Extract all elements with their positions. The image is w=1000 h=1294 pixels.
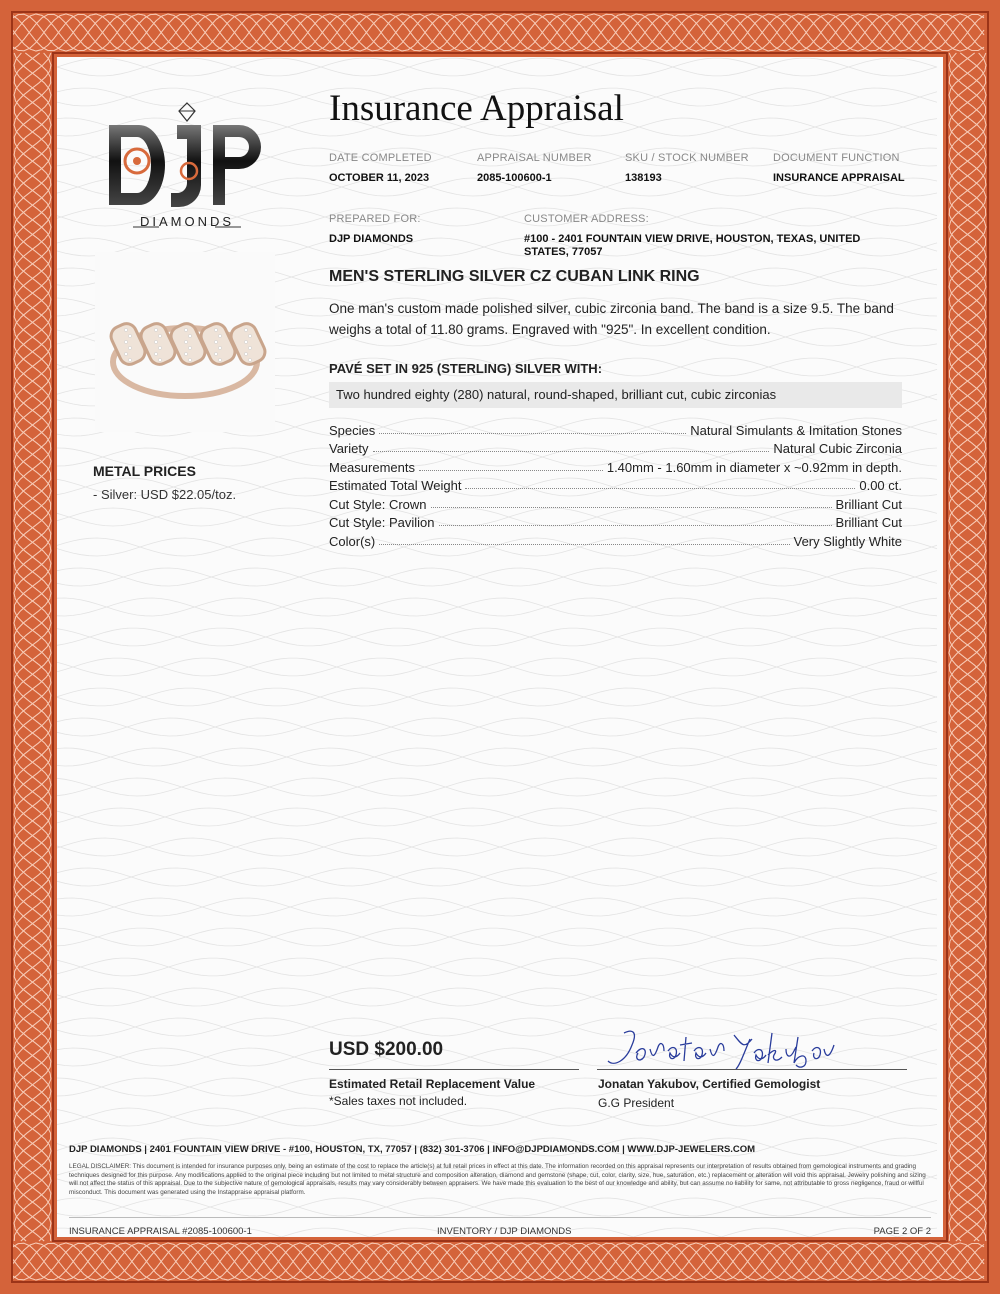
divider bbox=[69, 1217, 931, 1218]
spec-row: Measurements 1.40mm - 1.60mm in diameter x ~0.92mm in depth. bbox=[329, 459, 902, 475]
footer-page-number: PAGE 2 OF 2 bbox=[873, 1226, 931, 1237]
replacement-value: USD $200.00 bbox=[329, 1039, 444, 1060]
spec-row: Cut Style: Crown Brilliant Cut bbox=[329, 496, 902, 512]
handwritten-signature bbox=[602, 1027, 842, 1072]
footer-inventory: INVENTORY / DJP DIAMONDS bbox=[437, 1226, 572, 1237]
legal-disclaimer: LEGAL DISCLAIMER: This document is intended for insurance purposes only, being an estimate of the cost to replace the article(s) at full retail prices in effect at this date. The information recorded on this appraisal represents our interpretation of results obtained from gemological instruments and grading techniques designed for this purpose. Any modifications applied to the original piece including but not limited to metal structure and composition alteration, diamond and gemstone (shape, cut, color, clarity, size, hue, saturation, etc.) replacement or alteration will void this appraisal. Jewelry polishing and sizing will not affect the status of this appraisal. Due to the subjective nature of gemological appraisals, results may vary considerably between appraisers. We have made this evaluation to the best of our knowledge and ability, but can assume no liability for same, not attributable to gross negligence, fraud or willful misconduct. This document was generated using the Instappraise appraisal platform. bbox=[69, 1163, 926, 1197]
item-description: One man's custom made polished silver, cubic zirconia band. The band is a size 9.5. The band weighs a total of 11.80 grams. Engraved with "925". In excellent condition. bbox=[329, 301, 894, 337]
pave-title: PAVÉ SET IN 925 (STERLING) SILVER WITH: bbox=[329, 361, 603, 376]
item-title: MEN'S STERLING SILVER CZ CUBAN LINK RING bbox=[329, 268, 700, 285]
company-logo bbox=[97, 99, 277, 259]
pave-stones: Two hundred eighty (280) natural, round-shaped, brilliant cut, cubic zirconias bbox=[329, 382, 902, 408]
meta-customer-address: CUSTOMER ADDRESS: #100 - 2401 FOUNTAIN VIEW DRIVE, HOUSTON, TEXAS, UNITED STATES, 77057 bbox=[524, 213, 861, 258]
meta-document-function: DOCUMENT FUNCTION INSURANCE APPRAISAL bbox=[773, 152, 905, 184]
spec-row: Species Natural Simulants & Imitation Stones bbox=[329, 422, 902, 438]
footer-company-info: DJP DIAMONDS | 2401 FOUNTAIN VIEW DRIVE - #100, HOUSTON, TX, 77057 | (832) 301-3706 | INFO@DJPDIAMONDS.COM | WWW.DJP-JEWELERS.COM bbox=[69, 1144, 756, 1155]
replacement-value-label: Estimated Retail Replacement Value bbox=[329, 1077, 536, 1091]
document-title: Insurance Appraisal bbox=[329, 88, 624, 129]
divider bbox=[329, 1069, 579, 1070]
meta-sku: SKU / STOCK NUMBER 138193 bbox=[625, 152, 749, 184]
tax-note: *Sales taxes not included. bbox=[329, 1094, 468, 1108]
spec-row: Color(s) Very Slightly White bbox=[329, 533, 902, 549]
certificate-body bbox=[57, 57, 943, 1237]
ring-product-image bbox=[95, 252, 275, 432]
logo-tagline: DIAMONDS bbox=[139, 214, 235, 229]
spec-row: Cut Style: Pavilion Brilliant Cut bbox=[329, 515, 902, 530]
meta-appraisal-number: APPRAISAL NUMBER 2085-100600-1 bbox=[477, 152, 592, 184]
signer-name: Jonatan Yakubov, Certified Gemologist bbox=[598, 1077, 821, 1091]
spec-row: Estimated Total Weight 0.00 ct. bbox=[329, 478, 902, 493]
metal-price-silver: - Silver: USD $22.05/toz. bbox=[93, 487, 237, 502]
meta-date-completed: DATE COMPLETED OCTOBER 11, 2023 bbox=[329, 152, 432, 184]
footer-appraisal-ref: INSURANCE APPRAISAL #2085-100600-1 bbox=[69, 1226, 252, 1237]
signer-title: G.G President bbox=[598, 1096, 675, 1110]
djp-logo-mark bbox=[97, 99, 277, 259]
meta-prepared-for: PREPARED FOR: DJP DIAMONDS bbox=[329, 213, 421, 245]
metal-prices-title: METAL PRICES bbox=[93, 463, 196, 479]
spec-row: Variety Natural Cubic Zirconia bbox=[329, 441, 902, 456]
spec-list bbox=[329, 419, 902, 549]
